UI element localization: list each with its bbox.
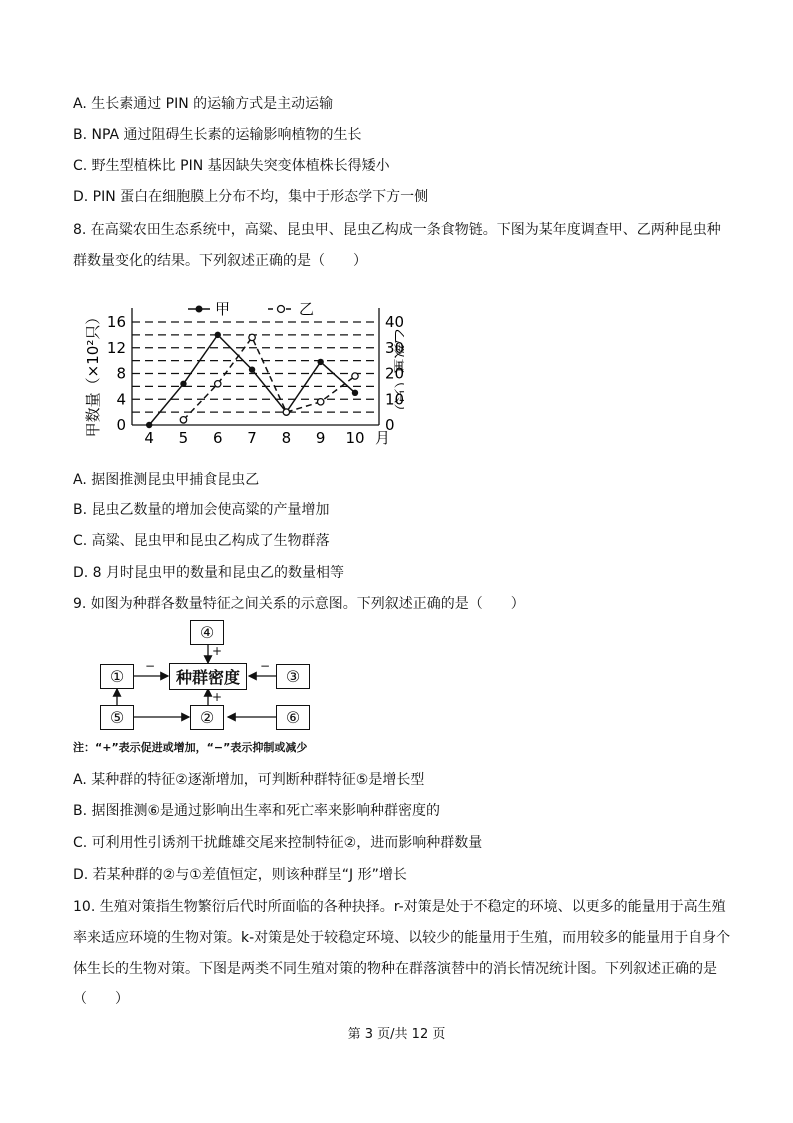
q8-option-d: D. 8 月时昆虫甲的数量和昆虫乙的数量相等 [73,565,345,581]
legend-label-jia: 甲 [215,300,231,318]
sign-from-4: + [212,644,223,658]
data-point-yi [317,399,323,405]
y-right-tick-label: 20 [385,364,404,383]
series-line-jia [149,335,355,425]
q7-option-c: C. 野生型植株比 PIN 基因缺失突变体植株长得矮小 [73,158,390,174]
node-3: ③ [276,664,310,689]
diagram-note: 注：“+”表示促进或增加，“−”表示抑制或减少 [73,741,308,754]
insect-population-chart [84,292,404,450]
population-features-diagram [96,618,316,733]
data-point-yi [283,409,289,415]
data-point-yi [352,373,358,379]
legend-marker-yi [278,306,285,313]
q10-line4: （ ） [73,991,129,1007]
node-6: ⑥ [276,705,310,730]
y-left-tick-label: 12 [106,338,126,357]
y-right-tick-label: 30 [385,338,404,357]
q10-line1: 10. 生殖对策指生物繁衍后代时所面临的各种抉择。r-对策是处于不稳定的环境、以更多的能量用于高生殖 [73,899,726,915]
y-right-axis-title: 乙数量（只） [392,328,404,419]
y-left-tick-label: 4 [116,390,126,409]
data-point-yi [180,417,186,423]
data-point-jia [215,332,221,338]
q7-option-d: D. PIN 蛋白在细胞膜上分布不均，集中于形态学下方一侧 [73,189,429,205]
legend-label-yi: 乙 [299,300,315,318]
node-2: ② [190,705,224,730]
page-footer: 第 3 页/共 12 页 [347,1027,446,1042]
population-density-box: 种群密度 [169,663,247,690]
sign-from-3: − [260,659,271,673]
q10-line3: 体生长的生物对策。下图是两类不同生殖对策的物种在群落演替中的消长情况统计图。下列叙述正确的是 [73,961,717,977]
node-4: ④ [190,620,224,645]
x-tick-label: 4 [144,429,154,447]
node-5: ⑤ [100,705,134,730]
x-tick-label: 9 [315,429,326,447]
q8-stem-line1: 8. 在高粱农田生态系统中，高粱、昆虫甲、昆虫乙构成一条食物链。下图为某年度调查甲、乙两种昆虫种 [73,222,721,238]
q10-line2: 率来适应环境的生物对策。k-对策是处于较稳定环境、以较少的能量用于生殖，而用较多的能量用于自身个 [73,930,731,946]
q8-option-a: A. 据图推测昆虫甲捕食昆虫乙 [73,472,260,488]
node-1: ① [100,664,134,689]
data-point-jia [352,390,358,396]
y-left-tick-label: 16 [106,313,126,331]
chart-svg [84,292,404,450]
q9-option-a: A. 某种群的特征②逐渐增加，可判断种群特征⑤是增长型 [73,772,425,788]
series-line-yi [183,337,355,419]
x-tick-label: 7 [247,429,257,447]
y-right-tick-label: 40 [385,313,404,331]
data-point-jia [249,366,255,372]
q8-option-b: B. 昆虫乙数量的增加会使高粱的产量增加 [73,502,330,518]
x-unit-label: 月 [375,429,391,447]
y-right-tick-label: 0 [385,416,395,434]
q9-option-c: C. 可利用性引诱剂干扰雌雄交尾来控制特征②，进而影响种群数量 [73,835,483,851]
q8-stem-line2: 群数量变化的结果。下列叙述正确的是（ ） [73,253,367,269]
legend-marker-jia [196,306,203,313]
x-tick-label: 8 [281,429,292,447]
data-point-jia [146,422,152,428]
data-point-yi [249,334,255,340]
q9-option-b: B. 据图推测⑥是通过影响出生率和死亡率来影响种群密度的 [73,803,441,819]
q7-option-b: B. NPA 通过阻碍生长素的运输影响植物的生长 [73,127,362,143]
sign-from-2: + [212,690,223,704]
y-left-tick-label: 8 [116,364,126,383]
x-tick-label: 6 [212,429,223,447]
y-right-tick-label: 10 [385,390,404,409]
q8-option-c: C. 高粱、昆虫甲和昆虫乙构成了生物群落 [73,533,330,549]
data-point-yi [215,381,221,387]
q7-option-a: A. 生长素通过 PIN 的运输方式是主动运输 [73,96,334,112]
x-tick-label: 10 [345,429,365,447]
q9-option-d: D. 若某种群的②与①差值恒定，则该种群呈“J 形”增长 [73,867,407,883]
data-point-jia [317,359,323,365]
q9-stem: 9. 如图为种群各数量特征之间关系的示意图。下列叙述正确的是（ ） [73,596,525,612]
y-left-tick-label: 0 [116,416,126,434]
sign-from-1: − [145,659,156,673]
data-point-jia [180,381,186,387]
x-tick-label: 5 [178,429,189,447]
y-left-axis-title: 甲数量（×10²只） [84,309,102,438]
